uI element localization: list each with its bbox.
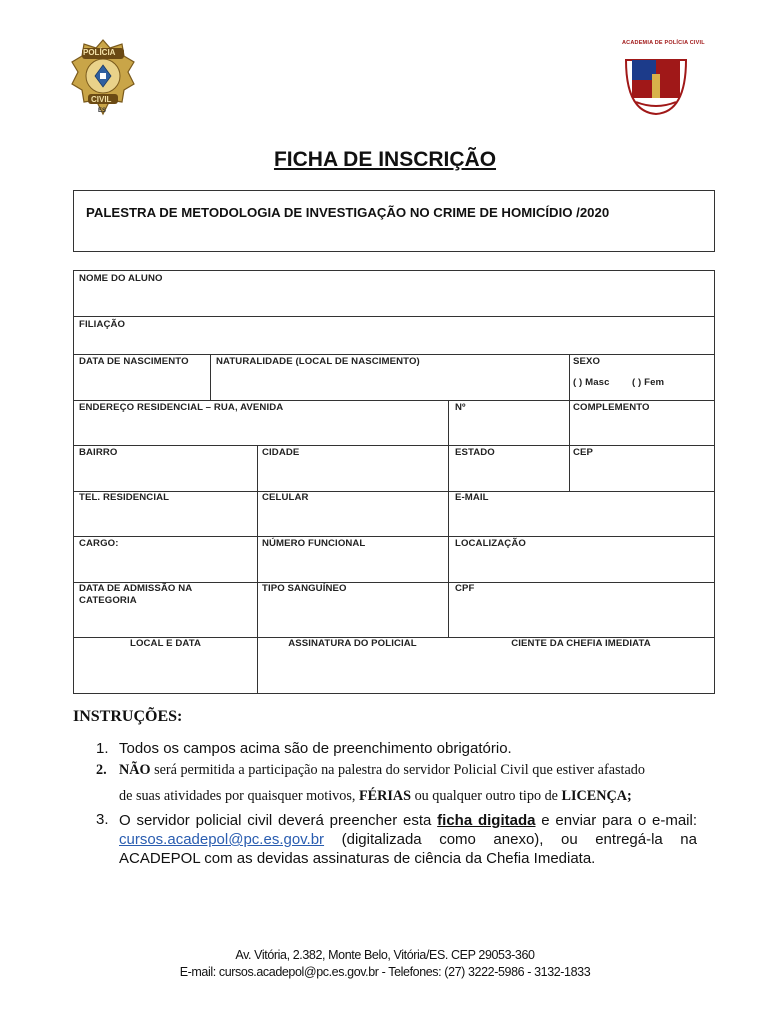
field-tipo-sanguineo[interactable]: TIPO SANGUÍNEO	[262, 583, 347, 594]
field-complemento[interactable]: COMPLEMENTO	[573, 402, 650, 413]
field-celular[interactable]: CELULAR	[262, 492, 309, 503]
field-filiacao[interactable]: FILIAÇÃO	[79, 319, 126, 330]
field-bairro[interactable]: BAIRRO	[79, 447, 118, 458]
event-title: PALESTRA DE METODOLOGIA DE INVESTIGAÇÃO NO CRIME DE HOMICÍDIO /2020	[86, 205, 610, 220]
registration-form	[73, 270, 715, 694]
field-cargo[interactable]: CARGO:	[79, 538, 119, 549]
field-cpf[interactable]: CPF	[455, 583, 475, 594]
crest-arc-text: ACADEMIA DE POLÍCIA CIVIL	[622, 40, 705, 46]
field-estado[interactable]: ESTADO	[455, 447, 495, 458]
badge-bottom-text: CIVIL	[91, 95, 112, 104]
email-link[interactable]: cursos.acadepol@pc.es.gov.br	[119, 831, 325, 848]
field-ciente-chefia[interactable]: CIENTE DA CHEFIA IMEDIATA	[511, 638, 651, 649]
field-local-data[interactable]: LOCAL E DATA	[129, 638, 202, 649]
field-numero[interactable]: Nº	[455, 402, 466, 413]
field-cidade[interactable]: CIDADE	[262, 447, 300, 458]
checkbox-sexo-masc[interactable]: ( ) Masc	[573, 377, 610, 388]
field-sexo: SEXO	[573, 356, 601, 367]
field-localizacao[interactable]: LOCALIZAÇÃO	[455, 538, 526, 549]
instructions-title: INSTRUÇÕES:	[73, 708, 183, 725]
page-title: FICHA DE INSCRIÇÃO	[273, 148, 497, 171]
field-assinatura[interactable]: ASSINATURA DO POLICIAL	[288, 638, 417, 649]
badge-top-text: POLÍCIA	[83, 48, 116, 57]
badge-state-text: ES	[98, 108, 107, 114]
field-email[interactable]: E-MAIL	[455, 492, 489, 503]
field-endereco[interactable]: ENDEREÇO RESIDENCIAL – RUA, AVENIDA	[79, 402, 284, 413]
field-numero-funcional[interactable]: NÚMERO FUNCIONAL	[262, 538, 366, 549]
footer-contact: E-mail: cursos.acadepol@pc.es.gov.br - Telefones: (27) 3222-5986 - 3132-1833	[179, 965, 591, 979]
field-tel-residencial[interactable]: TEL. RESIDENCIAL	[79, 492, 170, 503]
footer-address: Av. Vitória, 2.382, Monte Belo, Vitória/ES. CEP 29053-360	[235, 948, 535, 962]
event-title-box	[73, 190, 715, 252]
field-data-nascimento[interactable]: DATA DE NASCIMENTO	[79, 356, 189, 367]
field-data-admissao[interactable]: DATA DE ADMISSÃO NA CATEGORIA	[79, 583, 193, 606]
field-cep[interactable]: CEP	[573, 447, 594, 458]
checkbox-sexo-fem[interactable]: ( ) Fem	[632, 377, 665, 388]
ficha-digitada-emphasis: ficha digitada	[437, 812, 536, 829]
field-nome[interactable]: NOME DO ALUNO	[79, 273, 163, 284]
field-naturalidade[interactable]: NATURALIDADE (LOCAL DE NASCIMENTO)	[216, 356, 420, 367]
